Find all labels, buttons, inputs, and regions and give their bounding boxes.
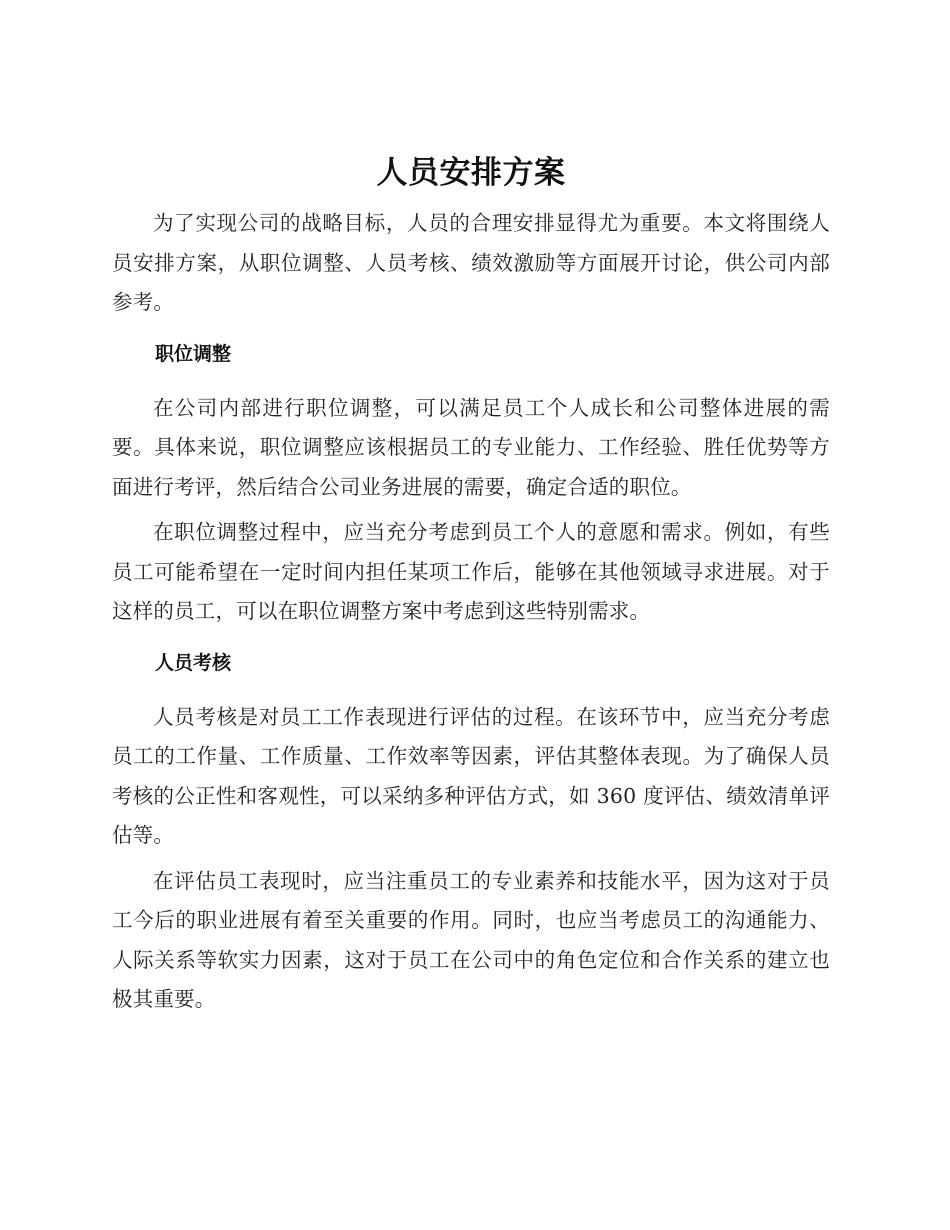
body-paragraph: 在职位调整过程中，应当充分考虑到员工个人的意愿和需求。例如，有些员工可能希望在一定时间内担任某项工作后，能够在其他领域寻求进展。对于这样的员工，可以在职位调整方案中考虑到这些特别需求。 bbox=[112, 520, 830, 623]
spacer bbox=[112, 632, 830, 648]
body-paragraph: 在公司内部进行职位调整，可以满足员工个人成长和公司整体进展的需要。具体来说，职位调整应该根据员工的专业能力、工作经验、胜任优势等方面进行考评，然后结合公司业务进展的需要，确定合适的职位。 bbox=[112, 395, 830, 499]
section-heading-position-adjustment: 职位调整 bbox=[155, 342, 232, 365]
intro-paragraph: 为了实现公司的战略目标，人员的合理安排显得尤为重要。本文将围绕人员安排方案，从职位调整、人员考核、绩效激励等方面展开讨论，供公司内部参考。 bbox=[112, 211, 830, 314]
document-title: 人员安排方案 bbox=[376, 155, 566, 191]
body-paragraph: 在评估员工表现时，应当注重员工的专业素养和技能水平，因为这对于员工今后的职业进展有着至关重要的作用。同时，也应当考虑员工的沟通能力、人际关系等软实力因素，这对于员工在公司中的角色定位和合作关系的建立也极其重要。 bbox=[112, 868, 830, 1011]
spacer bbox=[112, 678, 830, 698]
spacer bbox=[112, 369, 830, 389]
spacer bbox=[112, 323, 830, 339]
section-heading-staff-assessment: 人员考核 bbox=[155, 651, 232, 674]
document-page bbox=[112, 148, 830, 1020]
body-paragraph: 人员考核是对员工工作表现进行评估的过程。在该环节中，应当充分考虑员工的工作量、工作质量、工作效率等因素，评估其整体表现。为了确保人员考核的公正性和客观性，可以采纳多种评估方式，如 360 度评估、绩效清单评估等。 bbox=[112, 704, 830, 847]
